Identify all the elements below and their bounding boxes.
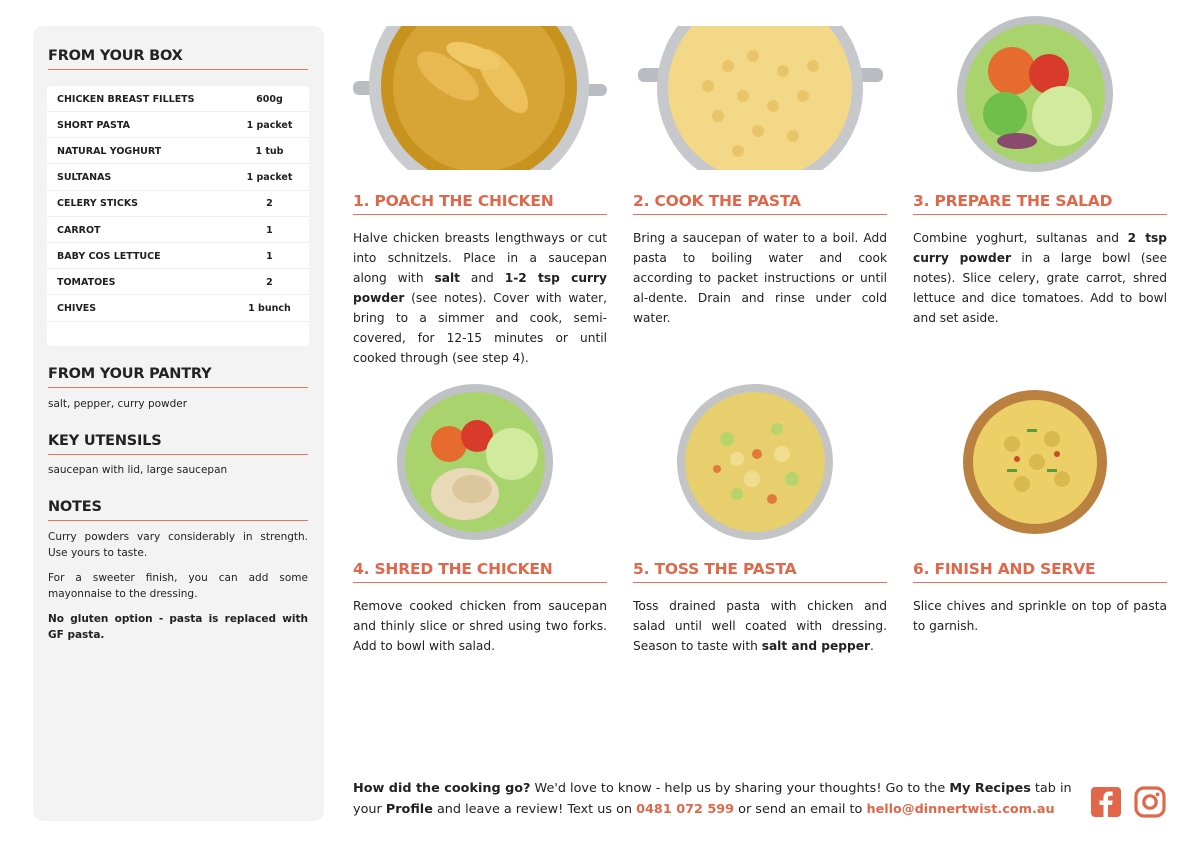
step-text-segment: in a large bowl (see notes). Slice celery, grate carrot, shred lettuce and dice tomatoes. Add to bowl and set aside. [913, 251, 1168, 325]
step-text-segment: Bring a saucepan of water to a boil. Add pasta to boiling water and cook according to packet instructions or until al-dente. Drain and rinse under cold water. [633, 231, 887, 325]
step-4-text [353, 596, 607, 656]
instagram-icon[interactable] [1134, 786, 1166, 818]
step-text-segment: Remove cooked chicken from saucepan and thinly slice or shred using two forks. Add to bowl with salad. [353, 599, 607, 653]
step-text-bold: 1-2 tsp curry powder [353, 271, 607, 305]
step-6-text [913, 596, 1167, 636]
step-1-title: 1. POACH THE CHICKEN [353, 192, 607, 215]
note-1: Curry powders vary considerably in strength. Use yours to taste. [48, 531, 308, 559]
step-3-title: 3. PREPARE THE SALAD [913, 192, 1167, 215]
phone-link[interactable]: 0481 072 599 [636, 802, 735, 817]
step-text-bold: 2 tsp curry powder [913, 231, 1168, 265]
ingredient-row [47, 217, 309, 243]
ingredient-name: SHORT PASTA [57, 119, 130, 131]
step-text-segment: (see notes). Cover with water, bring to a simmer and cook, semi-covered, for 12-15 minutes or until cooked through (see step 4). [353, 291, 607, 365]
step-text-segment: Slice chives and sprinkle on top of pasta to garnish. [913, 599, 1167, 633]
ingredient-qty: 1 tub [255, 145, 284, 157]
step-4-title: 4. SHRED THE CHICKEN [353, 560, 607, 583]
ingredient-name: CARROT [57, 224, 101, 236]
ingredient-row [47, 86, 309, 112]
ingredient-qty: 600g [256, 93, 283, 105]
footer-text-2: tab in your [353, 781, 1072, 817]
step-3-text [913, 228, 1167, 328]
box-section-title: FROM YOUR BOX [48, 48, 308, 70]
step-3-photo [957, 16, 1113, 172]
ingredient-qty: 2 [266, 198, 273, 210]
ingredient-row [47, 165, 309, 191]
step-text-bold: salt and pepper [761, 639, 871, 653]
ingredient-qty: 1 packet [246, 172, 293, 184]
step-text-bold: salt [434, 271, 460, 285]
utensils-section-title: KEY UTENSILS [48, 433, 308, 455]
box-ingredients-table [47, 86, 309, 346]
step-5-photo [677, 384, 833, 540]
facebook-icon[interactable] [1090, 786, 1122, 818]
ingredient-name: NATURAL YOGHURT [57, 145, 162, 157]
ingredient-qty: 1 packet [246, 119, 293, 131]
step-5-text [633, 596, 887, 656]
note-2: For a sweeter finish, you can add some mayonnaise to the dressing. [48, 572, 308, 600]
step-6-title: 6. FINISH AND SERVE [913, 560, 1167, 583]
ingredient-qty: 1 [266, 224, 273, 236]
ingredient-qty: 2 [266, 276, 273, 288]
ingredient-row [47, 243, 309, 269]
ingredient-name: SULTANAS [57, 172, 112, 184]
ingredient-row [47, 296, 309, 322]
pantry-section-title: FROM YOUR PANTRY [48, 366, 308, 388]
footer-text-3: and leave a review! Text us on [432, 802, 637, 817]
profile-link[interactable]: Profile [385, 802, 433, 817]
step-6-photo [957, 384, 1113, 540]
note-3: No gluten option - pasta is replaced with GF pasta. [48, 613, 308, 641]
pantry-text: salt, pepper, curry powder [48, 398, 188, 410]
step-text-segment: . [870, 639, 874, 653]
ingredient-name: CHICKEN BREAST FILLETS [57, 93, 195, 105]
step-2-title: 2. COOK THE PASTA [633, 192, 887, 215]
notes-section-title: NOTES [48, 499, 308, 521]
step-text-segment: Toss drained pasta with chicken and salad until well coated with dressing. Season to taste with [633, 599, 887, 653]
ingredient-qty: 1 [266, 250, 273, 262]
ingredient-name: CELERY STICKS [57, 198, 139, 210]
ingredients-sidebar [33, 26, 324, 821]
ingredient-row [47, 269, 309, 295]
feedback-footer [353, 778, 1083, 820]
ingredient-name: TOMATOES [57, 276, 116, 288]
step-5-title: 5. TOSS THE PASTA [633, 560, 887, 583]
email-link[interactable]: hello@dinnertwist.com.au [866, 802, 1055, 817]
ingredient-name: BABY COS LETTUCE [57, 250, 161, 262]
step-2-text [633, 228, 887, 328]
my-recipes-link[interactable]: My Recipes [949, 781, 1031, 796]
step-1-text [353, 228, 607, 368]
row-divider [47, 321, 309, 322]
ingredient-name: CHIVES [57, 303, 97, 315]
ingredient-qty: 1 bunch [248, 303, 291, 315]
ingredient-row [47, 112, 309, 138]
step-4-photo [397, 384, 553, 540]
step-2-photo [633, 26, 887, 170]
step-1-photo [353, 26, 607, 170]
step-text-segment: Halve chicken breasts lengthways or cut into schnitzels. Place in a saucepan along with [353, 231, 607, 285]
ingredient-row [47, 138, 309, 164]
step-text-segment: and [459, 271, 505, 285]
footer-text-4: or send an email to [734, 802, 867, 817]
ingredient-row [47, 191, 309, 217]
utensils-text: saucepan with lid, large saucepan [48, 464, 228, 476]
footer-question: How did the cooking go? [353, 781, 531, 796]
step-text-segment: Combine yoghurt, sultanas and [913, 231, 1128, 245]
footer-text-1: We'd love to know - help us by sharing your thoughts! Go to the [530, 781, 950, 796]
